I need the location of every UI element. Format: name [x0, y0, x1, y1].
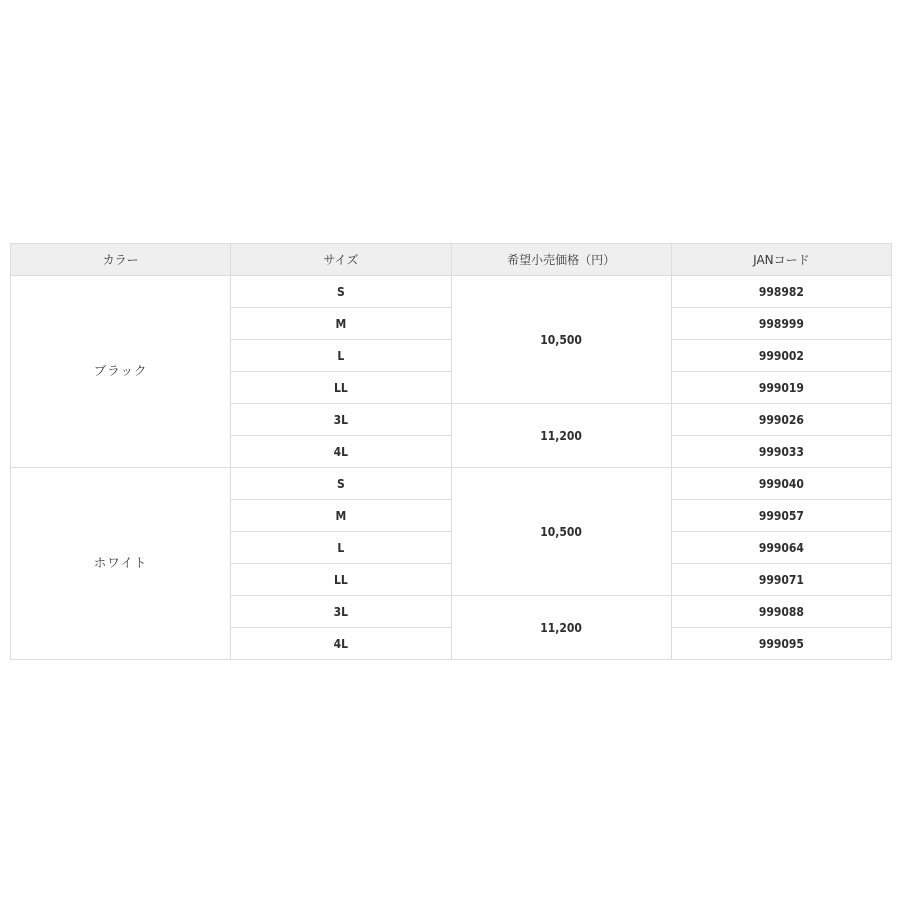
color-cell-black: ブラック — [11, 276, 231, 468]
table-row — [11, 276, 892, 308]
size-cell: 4L — [231, 436, 451, 468]
jan-cell: 999019 — [671, 372, 891, 404]
header-color: カラー — [11, 244, 231, 276]
price-cell: 10,500 — [451, 468, 671, 596]
size-cell: S — [231, 276, 451, 308]
size-cell: LL — [231, 564, 451, 596]
header-jan-code: JANコード — [671, 244, 891, 276]
product-spec-table — [10, 243, 892, 660]
size-cell: 3L — [231, 404, 451, 436]
table-row — [11, 468, 892, 500]
header-size: サイズ — [231, 244, 451, 276]
color-cell-white: ホワイト — [11, 468, 231, 660]
jan-cell: 998982 — [671, 276, 891, 308]
jan-cell: 999057 — [671, 500, 891, 532]
price-cell: 10,500 — [451, 276, 671, 404]
table-header-row — [11, 244, 892, 276]
size-cell: 3L — [231, 596, 451, 628]
size-cell: S — [231, 468, 451, 500]
jan-cell: 999064 — [671, 532, 891, 564]
size-cell: M — [231, 500, 451, 532]
size-cell: 4L — [231, 628, 451, 660]
jan-cell: 999088 — [671, 596, 891, 628]
size-cell: L — [231, 340, 451, 372]
size-cell: LL — [231, 372, 451, 404]
price-cell: 11,200 — [451, 404, 671, 468]
jan-cell: 999002 — [671, 340, 891, 372]
size-cell: L — [231, 532, 451, 564]
jan-cell: 998999 — [671, 308, 891, 340]
jan-cell: 999071 — [671, 564, 891, 596]
size-cell: M — [231, 308, 451, 340]
jan-cell: 999095 — [671, 628, 891, 660]
header-price: 希望小売価格（円） — [451, 244, 671, 276]
jan-cell: 999040 — [671, 468, 891, 500]
jan-cell: 999033 — [671, 436, 891, 468]
price-cell: 11,200 — [451, 596, 671, 660]
jan-cell: 999026 — [671, 404, 891, 436]
